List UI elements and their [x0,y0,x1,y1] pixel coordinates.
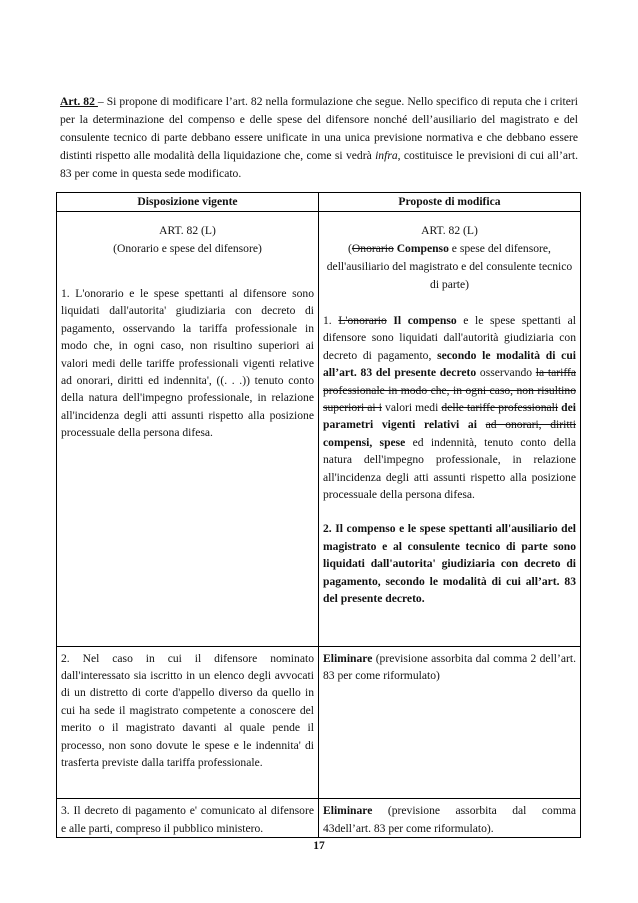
right-comma-3-eliminate [323,802,576,837]
eliminate-label: Eliminare [323,804,373,818]
plain-text: osservando [476,366,536,380]
header-current-provision: Disposizione vigente [57,193,319,212]
intro-text-1: – Si propone di modificare l’art. 82 nella formulazione che segue. Nello specifico di reputa che i criteri per la determinazione del compenso e delle spese del difensore nonché dell’ausiliario del magistrato e del consulente tecnico di parte debbano essere unificate in una unica previsione normativa e che debbano essere distinti rispetto alle modalità della liquidazione che, come si vedrà [60,95,579,162]
page-number: 17 [313,840,325,852]
left-title-cell [57,212,319,647]
plain-text: valori medi [381,401,442,415]
struck-text: ad onorari, diritti [485,418,577,432]
table-row-comma-2 [57,646,581,799]
struck-text: L'onorario [338,314,387,327]
right-comma-3-cell [319,799,581,838]
eliminate-note: (previsione assorbita dal comma 2 dell’art. 83 per come riformulato) [323,651,576,682]
intro-infra: infra [375,148,398,162]
eliminate-label: Eliminare [323,651,373,665]
left-comma-3: 3. Il decreto di pagamento e' comunicato al difensore e alle parti, compreso il pubblico ministero. [61,804,314,835]
left-comma-3-cell [57,799,319,838]
right-title-cell [319,212,581,647]
added-text: secondo le modalità di cui all’art. 83 del presente decreto [323,348,576,380]
struck-text: delle tariffe professionali [441,401,559,415]
added-text: compensi, spese [323,435,406,449]
comparison-table [56,192,581,838]
left-article-title: ART. 82 (L) [159,224,216,237]
table-row-comma-3 [57,799,581,838]
plain-text: e le spese spettanti al difensore sono liquidati dall'autorità giudiziaria con decreto di pagamento, [323,314,576,362]
left-comma-2-cell [57,646,319,799]
table-header-row [57,193,581,212]
plain-text [477,418,486,431]
right-article-title: ART. 82 (L) [421,224,478,237]
eliminate-note: (previsione assorbita dal comma 43dell’art. 83 per come riformulato). [323,804,576,835]
added-text: Il compenso [386,314,457,327]
intro-paragraph [60,93,578,183]
right-comma-1 [323,312,576,503]
added-text: dei parametri vigenti relativi ai [323,401,576,432]
left-comma-2: 2. Nel caso in cui il difensore nominato dall'interessato sia iscritto in un elenco degli avvocati di un distretto di corte d'appello diverso da quello in cui ha sede il magistrato competente a conoscere del merito o il magistrato davanti al quale pende il processo, non sono dovute le spese e le indennita' di trasferta previste dalla tariffa professionale. [61,651,314,769]
article-label: Art. 82 [60,95,98,108]
header-proposed-changes: Proposte di modifica [319,193,581,212]
right-comma-2-eliminate [323,650,576,685]
new-compenso: Compenso [396,242,449,255]
right-comma-2-new: 2. Il compenso e le spese spettanti all'ausiliario del magistrato e al consulente tecnico di parte sono liquidati dall'autorita' giudiziaria con decreto di pagamento, secondo le modalità di cui all’art. 83 del presente decreto. [323,522,576,606]
intro-text-2: , costituisce le previsioni di cui all’art. 83 per come in questa sede modificato. [60,148,578,180]
right-article-subtitle: (Onorario Compenso e spese del difensore, dell'ausiliario del magistrato e del consulente tecnico di parte) [326,242,573,291]
left-comma-1: 1. L'onorario e le spese spettanti al difensore sono liquidati dall'autorita' giudiziaria con decreto di pagamento, osservando la tariffa professionale in modo che, in ogni caso, non risultino superiori ai valori medi delle tariffe professionali vigenti relative ad onorari, diritti ed indennita', ((. . .)) tenuto conto della natura dell'impegno professionale, in relazione all'incidenza degli atti assunti rispetto alla posizione processuale della persona difesa. [61,287,314,440]
comma-number: 1. [323,314,339,327]
right-subtitle-rest: e spese del difensore, dell'ausiliario del magistrato e del consulente tecnico di parte) [326,242,573,291]
plain-text: ed indennità, tenuto conto della natura dell'impegno professionale, in relazione all'incidenza degli atti assunti rispetto alla posizione processuale della persona difesa. [323,435,576,502]
table-row-title [57,212,581,647]
right-comma-2-cell [319,646,581,799]
struck-text: la tariffa professionale in modo che, in ogni caso, non risultino superiori ai i [323,366,576,415]
struck-onorario: Onorario [351,242,394,255]
left-article-subtitle: (Onorario e spese del difensore) [113,242,262,255]
